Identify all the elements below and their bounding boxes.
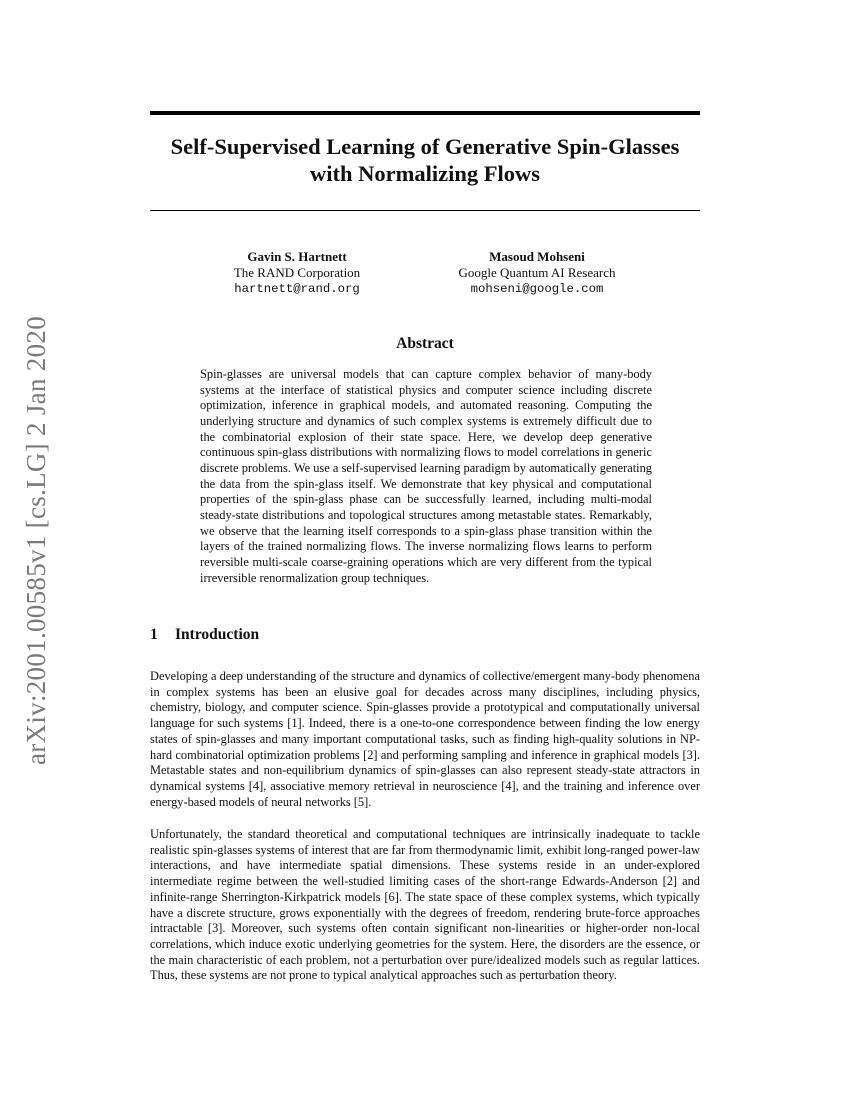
author-email: mohseni@google.com (470, 282, 604, 296)
title-line-1: Self-Supervised Learning of Generative Spin-Glasses (170, 134, 680, 159)
abstract-text: Spin-glasses are universal models that can capture complex behavior of many-body systems at the interface of statistical physics and computer science including discrete optimization, inference in graphical models, and automated reasoning. Computing the underlying structure and dynamics of such complex systems is extremely difficult due to the combinatorial explosion of their state space. Here, we develop deep generative continuous spin-glass distributions with normalizing flows to model correlations in generic discrete problems. We use a self-supervised learning paradigm by automatically generating the data from the spin-glass itself. We demonstrate that key physical and computational properties of the spin-glass phase can be successfully learned, including multi-modal steady-state distributions and topological structures among metastable states. Remarkably, we observe that the learning itself corresponds to a spin-glass phase transition within the layers of the trained normalizing flows. The inverse normalizing flows learns to perform reversible multi-scale coarse-graining operations which are very different from the typical irreversible renormalization group techniques. (200, 367, 652, 585)
author-name: Masoud Mohseni (489, 249, 585, 264)
section-title: Introduction (175, 626, 260, 643)
abstract-heading: Abstract (396, 335, 454, 352)
intro-paragraph-1: Developing a deep understanding of the structure and dynamics of collective/emergent many-body phenomena in complex systems has been an elusive goal for decades across many disciplines, including physics, chemistry, biology, and computer science. Spin-glasses provide a prototypical and computationally universal language for such systems [1]. Indeed, there is a one-to-one correspondence between finding the low energy states of spin-glasses and many important computational tasks, such as finding high-quality solutions in NP-hard combinatorial optimization problems [2] and performing sampling and inference in graphical models [3]. Metastable states and non-equilibrium dynamics of spin-glasses can also represent steady-state attractors in dynamical systems [4], associative memory retrieval in neuroscience [4], and the training and inference over energy-based models of neural networks [5]. (150, 669, 700, 809)
section-number: 1 (150, 626, 158, 643)
title-top-rule (150, 111, 700, 115)
author-block-mohseni (437, 249, 637, 297)
arxiv-identifier-stamp (12, 300, 62, 780)
title-bottom-rule (150, 210, 700, 211)
author-email: hartnett@rand.org (234, 282, 360, 296)
section-heading-introduction (150, 626, 259, 644)
author-affiliation: Google Quantum AI Research (458, 265, 616, 280)
author-name: Gavin S. Hartnett (247, 249, 347, 264)
intro-paragraph-2: Unfortunately, the standard theoretical and computational techniques are intrinsically inadequate to tackle realistic spin-glasses systems of interest that are far from thermodynamic limit, exhibit long-ranged power-law interactions, and have intermediate spatial dimensions. These systems reside in an under-explored intermediate regime between the well-studied limiting cases of the short-range Edwards-Anderson [2] and infinite-range Sherrington-Kirkpatrick models [6]. The state space of these complex systems, which typically have a discrete structure, grows exponentially with the degrees of freedom, rendering brute-force approaches intractable [3]. Moreover, such systems often contain significant non-linearities or higher-order non-local correlations, which induce exotic underlying geometries for the system. Here, the disorders are the essence, or the main characteristic of each problem, not a perturbation over pure/idealized models such as regular lattices. Thus, these systems are not prone to typical analytical approaches such as perturbation theory. (150, 827, 700, 983)
arxiv-identifier-text: arXiv:2001.00585v1 [cs.LG] 2 Jan 2020 (21, 315, 52, 765)
author-block-hartnett (197, 249, 397, 297)
title-line-2: with Normalizing Flows (310, 161, 540, 186)
author-affiliation: The RAND Corporation (233, 265, 361, 280)
paper-title (150, 133, 700, 187)
